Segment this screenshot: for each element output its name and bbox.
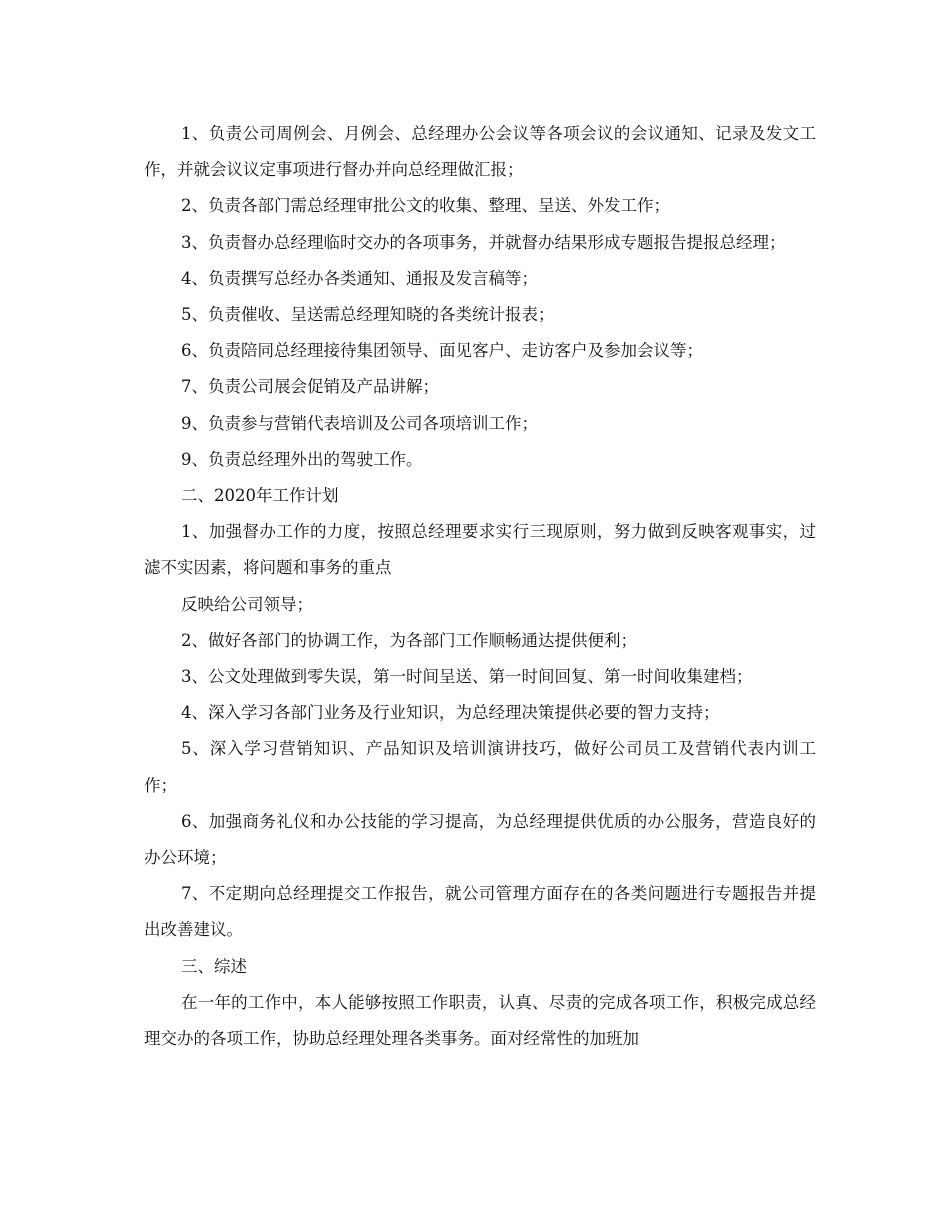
duty-item-2: 2、负责各部门需总经理审批公文的收集、整理、呈送、外发工作； [181,196,670,216]
plan-item-1-continuation: 反映给公司领导； [181,594,313,614]
plan-item-1: 1、加强督办工作的力度，按照总经理要求实行三现原则，努力做到反映客观事实，过滤不实因素，将问题和事务的重点 [144,522,816,578]
duty-item-7: 7、负责公司展会促销及产品讲解； [181,377,439,397]
plan-item-4: 4、深入学习各部门业务及行业知识，为总经理决策提供必要的智力支持； [181,703,720,723]
summary-paragraph: 在一年的工作中，本人能够按照工作职责，认真、尽责的完成各项工作，积极完成总经理交办的各项工作，协助总经理处理各类事务。面对经常性的加班加 [144,992,816,1049]
section-heading-work-plan: 二、2020年工作计划 [181,486,339,506]
duty-item-1: 1、负责公司周例会、月例会、总经理办公会议等各项会议的会议通知、记录及发文工作，并就会议议定事项进行督办并向总经理做汇报； [144,124,816,180]
plan-item-3: 3、公文处理做到零失误，第一时间呈送、第一时间回复、第一时间收集建档； [181,667,753,687]
section-heading-summary: 三、综述 [181,956,247,976]
duty-item-3: 3、负责督办总经理临时交办的各项事务，并就督办结果形成专题报告提报总经理； [181,232,786,252]
plan-item-7: 7、不定期向总经理提交工作报告，就公司管理方面存在的各类问题进行专题报告并提出改善建议。 [144,884,816,940]
plan-item-2: 2、做好各部门的协调工作，为各部门工作顺畅通达提供便利； [181,630,637,650]
document-body [144,116,816,1057]
plan-item-6: 6、加强商务礼仪和办公技能的学习提高，为总经理提供优质的办公服务，营造良好的办公环境； [144,811,816,868]
plan-item-5: 5、深入学习营销知识、产品知识及培训演讲技巧，做好公司员工及营销代表内训工作； [144,739,816,795]
duty-item-5: 5、负责催收、呈送需总经理知晓的各类统计报表； [181,305,555,325]
duty-item-4: 4、负责撰写总经办各类通知、通报及发言稿等； [181,268,538,288]
duty-item-8: 9、负责参与营销代表培训及公司各项培训工作； [181,413,538,433]
duty-item-6: 6、负责陪同总经理接待集团领导、面见客户、走访客户及参加会议等； [181,341,703,361]
duty-item-9: 9、负责总经理外出的驾驶工作。 [181,449,423,469]
